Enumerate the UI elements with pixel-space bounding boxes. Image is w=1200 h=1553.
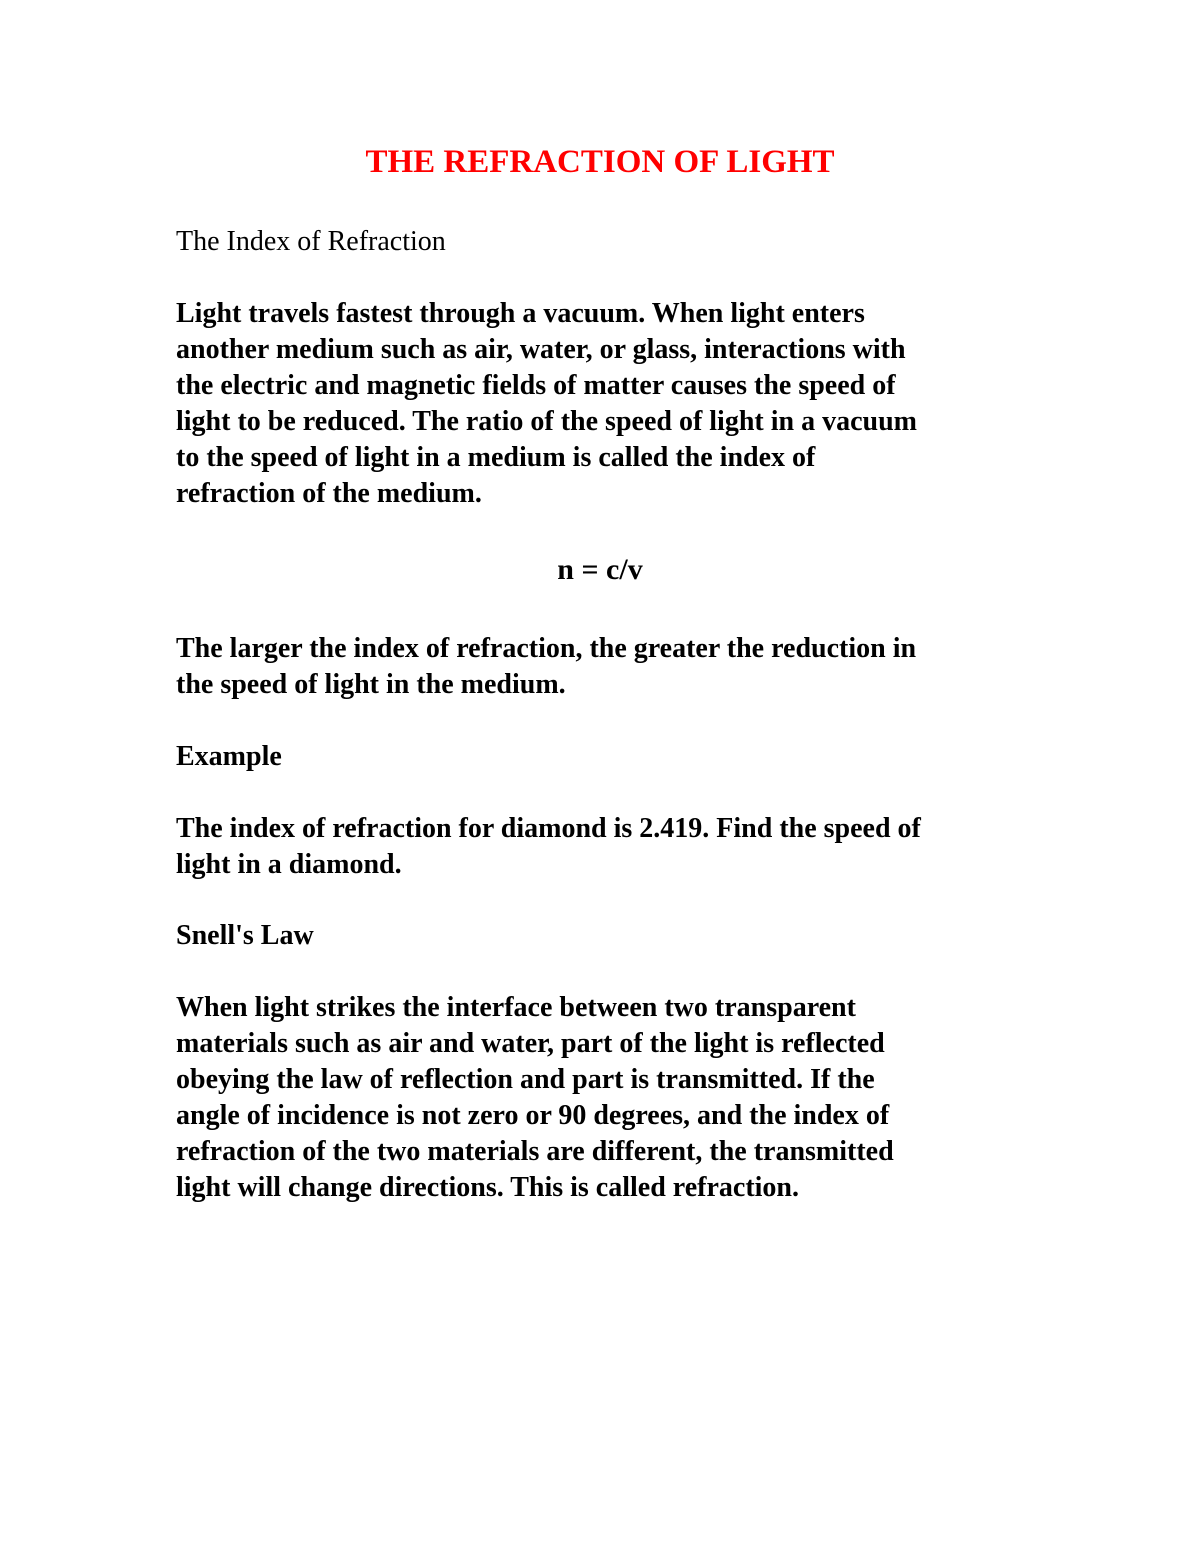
- paragraph-line: another medium such as air, water, or glass, interactions with: [176, 334, 906, 365]
- paragraph-line: to the speed of light in a medium is called the index of: [176, 442, 816, 473]
- paragraph-line: the speed of light in the medium.: [176, 669, 566, 700]
- paragraph-line: refraction of the two materials are different, the transmitted: [176, 1136, 894, 1167]
- paragraph-line: light to be reduced. The ratio of the speed of light in a vacuum: [176, 406, 917, 437]
- paragraph-line: light will change directions. This is called refraction.: [176, 1172, 799, 1203]
- paragraph-line: refraction of the medium.: [176, 478, 482, 509]
- paragraph-line: angle of incidence is not zero or 90 degrees, and the index of: [176, 1100, 890, 1131]
- paragraph-line: When light strikes the interface between two transparent: [176, 992, 856, 1023]
- example-paragraph: [176, 811, 1036, 883]
- section-heading-snells-law: Snell's Law: [176, 920, 314, 951]
- refraction-formula: n = c/v: [557, 553, 643, 586]
- section-heading-example: Example: [176, 741, 282, 772]
- index-paragraph-2: [176, 631, 1036, 703]
- index-paragraph: [176, 296, 1036, 512]
- paragraph-line: Light travels fastest through a vacuum. When light enters: [176, 298, 865, 329]
- snells-law-paragraph: [176, 990, 1036, 1206]
- paragraph-line: obeying the law of reflection and part is transmitted. If the: [176, 1064, 875, 1095]
- paragraph-line: light in a diamond.: [176, 849, 402, 880]
- paragraph-line: the electric and magnetic fields of matter causes the speed of: [176, 370, 896, 401]
- paragraph-line: The index of refraction for diamond is 2.419. Find the speed of: [176, 813, 921, 844]
- section-heading-index-of-refraction: The Index of Refraction: [176, 226, 446, 257]
- paragraph-line: The larger the index of refraction, the greater the reduction in: [176, 633, 917, 664]
- paragraph-line: materials such as air and water, part of the light is reflected: [176, 1028, 885, 1059]
- page-title: THE REFRACTION OF LIGHT: [365, 144, 835, 180]
